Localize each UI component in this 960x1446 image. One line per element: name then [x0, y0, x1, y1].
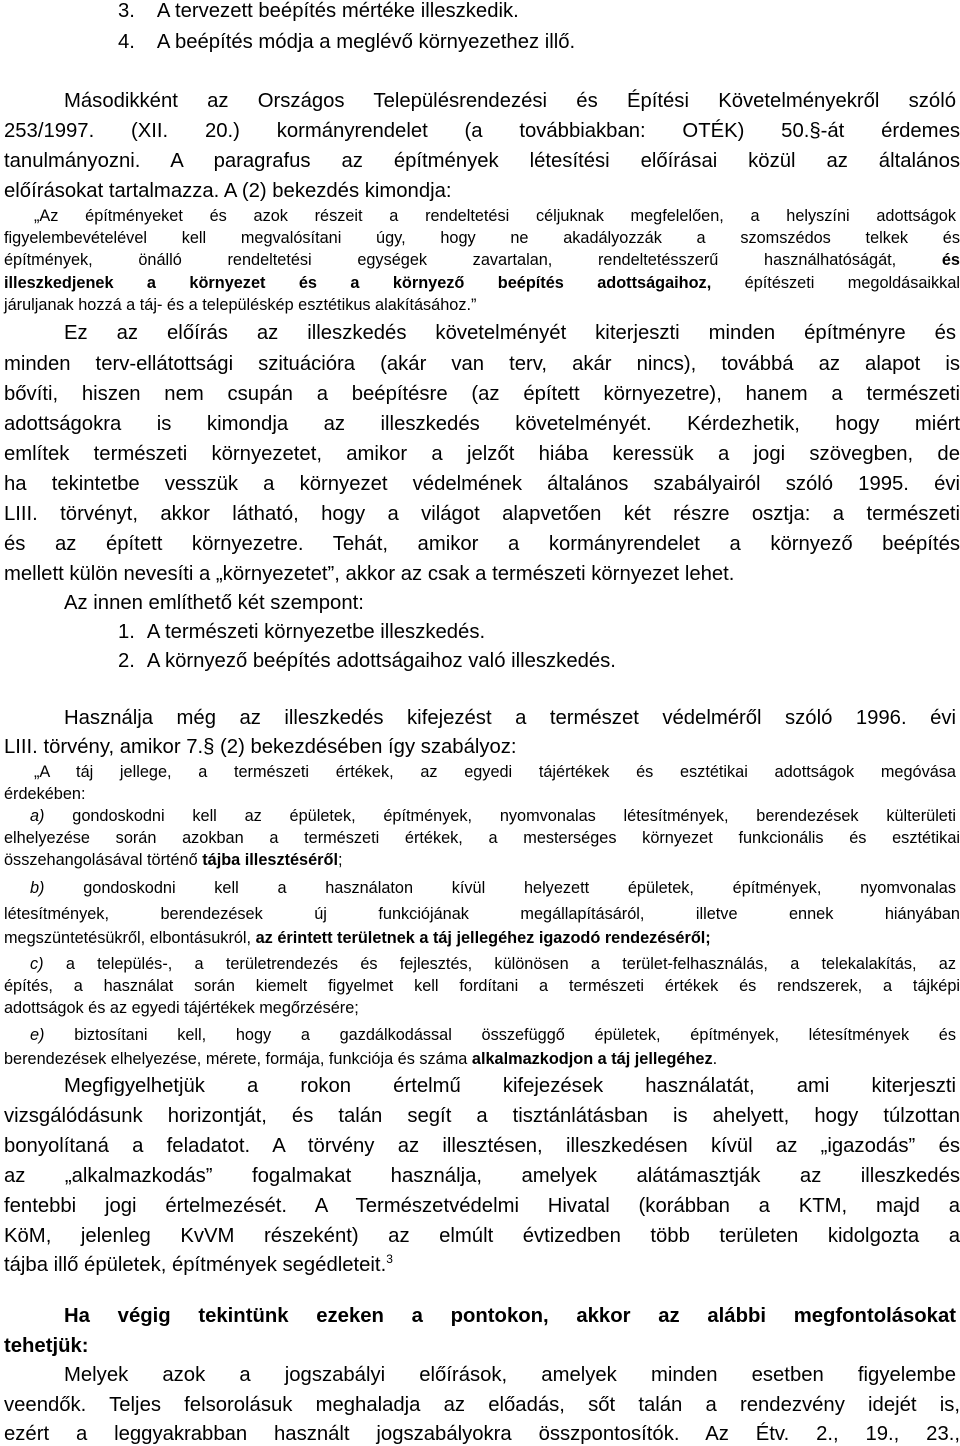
paragraph-line: előírásokat tartalmazza. A (2) bekezdés kimondja:: [4, 180, 452, 202]
paragraph-line: Megfigyelhetjük a rokon értelmű kifejezések használatát, ami kiterjeszti: [64, 1075, 956, 1097]
section-heading: Ha végig tekintünk ezeken a pontokon, akkor az alábbi megfontolásokat: [64, 1305, 956, 1327]
quote-line: „A táj jellege, a természeti értékek, az egyedi tájértékek és esztétikai adottságok megóvása: [34, 763, 956, 781]
quote-line: b) gondoskodni kell a használaton kívül helyezett épületek, építmények, nyomvonalas: [30, 879, 956, 897]
paragraph-line: bővíti, hiszen nem csupán a beépítésre (az épített környezetre), hanem a természeti: [4, 383, 960, 405]
quote-line: elhelyezése során azokban a természeti értékek, a mesterséges környezet funkcionális és esztétikai: [4, 829, 960, 847]
quote-line: c) a település-, a területrendezés és fejlesztés, különösen a terület-felhasználás, a telekalakítás, az: [30, 955, 956, 973]
quote-line: illeszkedjenek a környezet és a környező beépítés adottságaihoz, építészeti megoldásaikkal: [4, 274, 960, 292]
paragraph-line: tanulmányozni. A paragrafus az építmények létesítési előírásai közül az általános: [4, 150, 960, 172]
paragraph-line: 253/1997. (XII. 20.) kormányrendelet (a továbbiakban: OTÉK) 50.§-át érdemes: [4, 120, 960, 142]
paragraph-line: KöM, jelenleg KvVM részeként) az elmúlt évtizedben több területen kidolgozta a: [4, 1225, 960, 1247]
paragraph-line: Használja még az illeszkedés kifejezést a természet védelméről szóló 1996. évi: [64, 707, 956, 729]
list-item: 2. A környező beépítés adottságaihoz való illeszkedés.: [118, 650, 616, 672]
points-intro: Az innen említhető két szempont:: [64, 592, 364, 614]
paragraph-line: fentebbi jogi értelmezését. A Természetvédelmi Hivatal (korábban a KTM, majd a: [4, 1195, 960, 1217]
paragraph-line: említek természeti környezetet, amikor a jelzőt hiába keressük a jogi szövegben, de: [4, 443, 960, 465]
paragraph-line: adottságokra is kimondja az illeszkedés követelményét. Kérdezhetik, hogy miért: [4, 413, 960, 435]
footnote-reference[interactable]: 3: [386, 1252, 393, 1266]
quote-line: összehangolásával történő tájba illesztéséről;: [4, 851, 343, 869]
quote-line: megszüntetésükről, elbontásukról, az érintett területnek a táj jellegéhez igazodó rendezéséről;: [4, 929, 711, 947]
paragraph-line: és az épített környezetre. Tehát, amikor a kormányrendelet a környező beépítés: [4, 533, 960, 555]
quote-line: a) gondoskodni kell az épületek, építmények, nyomvonalas létesítmények, berendezések külterületi: [30, 807, 957, 825]
quote-line: berendezések elhelyezése, mérete, formája, funkciója és száma alkalmazkodjon a táj jellegéhez.: [4, 1050, 718, 1068]
paragraph-line: mellett külön nevesíti a „környezetet”, akkor az csak a természeti környezet lehet.: [4, 563, 735, 585]
paragraph-line: ha tekintetbe vesszük a környezet védelmének általános szabályairól szóló 1995. évi: [4, 473, 960, 495]
paragraph-line: minden terv-ellátottsági szituációra (akár van terv, akár nincs), továbbá az alapot is: [4, 353, 960, 375]
paragraph-line: Másodikként az Országos Településrendezési és Építési Követelményekről szóló: [64, 90, 956, 112]
paragraph-line: ezért a leggyakrabban használt jogszabályokra összpontosítók. Az Étv. 2., 19., 23.,: [4, 1423, 960, 1445]
quote-line: érdekében:: [4, 785, 86, 803]
paragraph-line: Ez az előírás az illeszkedés követelményét kiterjeszti minden építményre és: [64, 322, 956, 344]
quote-line: figyelembevételével kell megvalósítani úgy, hogy ne akadályozzák a szomszédos telkek és: [4, 229, 960, 247]
paragraph-line: veendők. Teljes felsorolásuk meghaladja az előadás, sőt talán a rendezvény idejét is,: [4, 1394, 960, 1416]
quote-line: építmények, önálló rendeltetési egységek zavartalan, rendeltetésszerű használhatóságát, és: [4, 251, 960, 269]
quote-line: „Az építményeket és azok részeit a rendeltetési céljuknak megfelelően, a helyszíni adottságok: [34, 207, 956, 225]
paragraph-line: LIII. törvény, amikor 7.§ (2) bekezdésében így szabályoz:: [4, 736, 517, 758]
section-heading: tehetjük:: [4, 1335, 89, 1357]
paragraph-line: Melyek azok a jogszabályi előírások, amelyek minden esetben figyelembe: [64, 1364, 956, 1386]
list-item: 1. A természeti környezetbe illeszkedés.: [118, 621, 486, 643]
paragraph-line: az „alkalmazkodás” fogalmakat használja, amelyek alátámasztják az illeszkedés: [4, 1165, 960, 1187]
list-item: 3. A tervezett beépítés mértéke illeszkedik.: [118, 0, 519, 22]
quote-line: e) biztosítani kell, hogy a gazdálkodással összefüggő épületek, építmények, létesítmények és: [30, 1026, 956, 1044]
quote-line: létesítmények, berendezések új funkciójának megállapításáról, illetve ennek hiányában: [4, 905, 960, 923]
paragraph-line: LIII. törvényt, akkor látható, hogy a világot alapvetően két részre osztja: a természeti: [4, 503, 960, 525]
quote-line: építés, a használat során kiemelt figyelmet kell fordítani a természeti értékek és rendszerek, a tájképi: [4, 977, 960, 995]
quote-line: adottságok és az egyedi tájértékek megőrzésére;: [4, 999, 359, 1017]
list-item: 4. A beépítés módja a meglévő környezethez illő.: [118, 31, 576, 53]
paragraph-line: bonyolítaná a feladatot. A törvény az illesztésen, illeszkedésen kívül az „igazodás” és: [4, 1135, 960, 1157]
quote-line: járuljanak hozzá a táj- és a településkép esztétikus alakításához.”: [4, 296, 477, 314]
paragraph-line: vizsgálódásunk horizontját, és talán segít a tisztánlátásban is ahelyett, hogy túlzottan: [4, 1105, 960, 1127]
paragraph-line: tájba illő épületek, építmények segédleteit.$^3$: [4, 1252, 393, 1276]
